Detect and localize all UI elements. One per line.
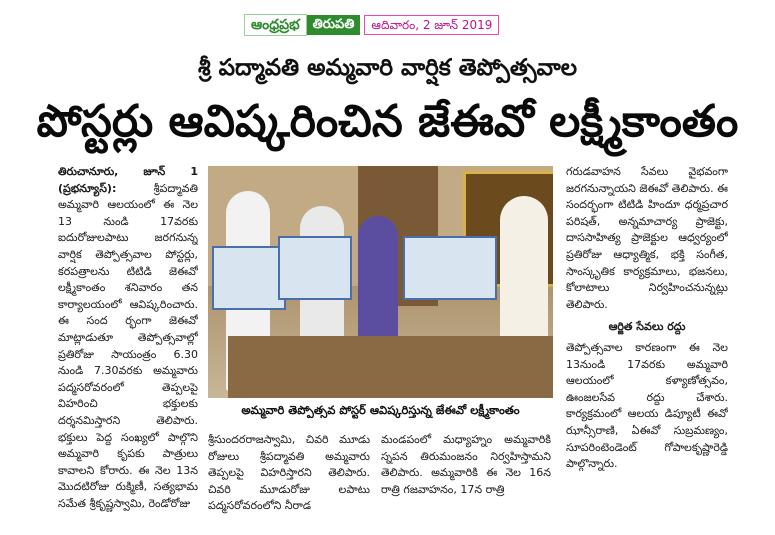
article-column-4 — [381, 432, 551, 522]
article-text-col5a: గరుడవాహన సేవలు వైభవంగా జరగనున్నాయని జెఈవో తెలిపారు. ఈ సందర్భంగా టిటిడి హిందూ ధర్మప్రచార పరిషత్, అన్నమాచార్య ప్రాజెక్టు, దాససాహిత్య ప్రాజెక్టుల ఆధ్వర్యంలో ప్రతిరోజు ఆధ్యాత్మిక, భక్తి సంగీత, సాంస్కృతిక కార్యక్రమాలు, భజనలు, కోలాటాలు నిర్వహించనున్నట్లు తెలిపారు. — [566, 165, 728, 311]
dateline: తిరుచానూరు, జూన్ 1 (ప్రభన్యూస్): — [58, 165, 198, 195]
article-column-5 — [566, 164, 728, 524]
article-text-col5b: తెప్పోత్సవాల కారణంగా ఈ నెల 13నుండి 17వరకు అమ్మవారి ఆలయంలో కళ్యాణోత్సవం, ఊంజలసేవ రద్దు చేశారు. కార్యక్రమంలో ఆలయ డిప్యూటీ ఈవో ఝాన్సీరాణి, ఏఈవో సుబ్రమణ్యం, సూపరింటెండెంట్ గోపాలకృష్ణారెడ్డి పాల్గొన్నారు. — [566, 340, 728, 471]
masthead — [244, 14, 499, 36]
edition-date: ఆదివారం, 2 జూన్ 2019 — [364, 15, 499, 35]
newspaper-logo: ఆంధ్రప్రభ — [244, 14, 307, 36]
article-text-col4: మండపంలో మధ్యాహ్నం అమ్మవారికి స్నపన తిరుమంజనం నిర్వహిస్తామని తెలిపారు. అమ్మవారికి ఈ నెల 16న రాత్రి గజవాహనం, 17న రాత్రి — [381, 433, 551, 496]
poster-2 — [278, 236, 352, 300]
poster-1 — [212, 246, 286, 310]
article-text-col1: శ్రీపద్మావతి అమ్మవారి ఆలయంలో ఈ నెల 13 నుండి 17వరకు ఐదురోజులపాటు జరగనున్న వార్షిక తెప్పోత్సవాల పోస్టర్లు, కరపత్రాలను టిటిడి జెఈవో లక్ష్మీకాంతం శనివారం తన కార్యాలయంలో ఆవిష్కరించారు. ఈ సంద ర్భంగా జెఈవో మాట్లాడుతూ తెప్పోత్సవాల్లో ప్రతిరోజు సాయంత్రం 6.30 నుండి 7.30వరకు అమ్మవారు పద్మసరోవరంలో తెప్పలపై విహరించి భక్తులకు దర్శనమిస్తారని తెలిపారు. భక్తులు పెద్ద సంఖ్యలో పాల్గొని అమ్మవారి కృపకు పాత్రులు కావాలని కోరారు. ఈ నెల 13న మొదటిరోజు రుక్మిణీ, సత్యభామ సమేత శ్రీకృష్ణస్వామి, రెండోరోజు — [58, 181, 198, 510]
headline: పోస్టర్లు ఆవిష్కరించిన జేఈవో లక్ష్మీకాంతం — [36, 96, 739, 147]
photo-table — [228, 336, 553, 398]
article-column-1 — [58, 164, 198, 524]
poster-3 — [403, 236, 497, 300]
article-column-3 — [208, 432, 370, 522]
news-photo — [208, 166, 553, 398]
subheadline: శ్రీ పద్మావతి అమ్మవారి వార్షిక తెప్పోత్సవాల — [197, 55, 578, 81]
section-heading: ఆర్జిత సేవలు రద్దు — [608, 320, 686, 334]
photo-caption: అమ్మవారి తెప్పోత్సవ పోస్టర్ ఆవిష్కరిస్తున్న జేఈవో లక్ష్మీకాంతం — [208, 399, 553, 421]
article-text-col3: శ్రీసుందరరాజస్వామి, చివరి మూడు రోజులు శ్రీపద్మావతి అమ్మవారు తెప్పలపై విహరిస్తారని తెలిపారు. చివరి మూడురోజు లపాటు పద్మసరోవరంలోని నీరాడ — [208, 433, 370, 513]
edition-city: తిరుపతి — [307, 15, 361, 35]
